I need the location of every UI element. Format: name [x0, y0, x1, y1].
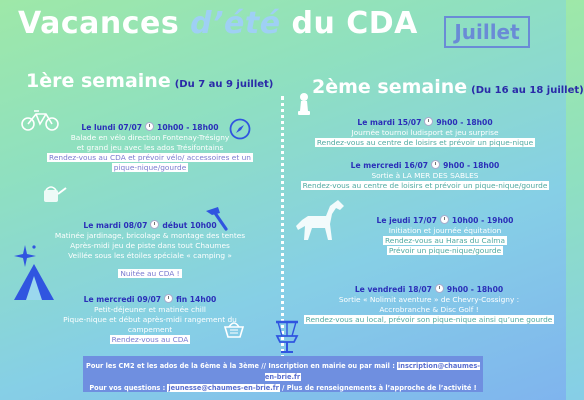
pawn-icon: [296, 92, 312, 116]
clock-icon: [164, 294, 173, 303]
clock-icon: [424, 117, 433, 126]
week1-dates: (Du 7 au 9 juillet): [174, 79, 274, 90]
disc-golf-basket-icon: [272, 318, 302, 354]
title-part1: Vacances: [18, 6, 191, 41]
entry-line: Sortie à LA MER DES SABLES: [371, 171, 479, 180]
entry-day: Le lundi 07/07: [81, 123, 143, 132]
jeunesse-email-link[interactable]: jeunesse@chaumes-en-brie.fr: [168, 384, 279, 392]
entry-time: début 10h00: [162, 221, 217, 230]
footer-line2-text: Pour vos questions :: [89, 384, 166, 392]
entry-time: 10h00 - 18h00: [157, 123, 219, 132]
tent-icon: [12, 262, 56, 302]
inscription-email-link[interactable]: inscription@chaumes-en-brie.fr: [264, 362, 480, 381]
footer-line1-text: Pour les CM2 et les ados de la 6ème à la 3ème // Inscription en mairie ou par mail :: [86, 362, 395, 370]
clock-icon: [440, 215, 449, 224]
entry-highlight: Rendez-vous au CDA: [111, 335, 189, 344]
week1-title: 1ère semaine: [26, 70, 171, 92]
entry-highlight: Rendez-vous au local, prévoir son pique-nique ainsi qu’une gourde: [305, 315, 553, 324]
bicycle-icon: [20, 108, 60, 132]
entry-highlight: pique-nique/gourde: [113, 163, 187, 172]
week1-header: [26, 70, 273, 92]
clock-icon: [145, 122, 154, 131]
picnic-basket-icon: [222, 318, 246, 338]
week2-dates: (Du 16 au 18 juillet): [471, 85, 584, 96]
entry-day: Le jeudi 17/07: [376, 216, 437, 225]
entry-line: Veillée sous les étoiles spéciale « camping »: [68, 251, 232, 260]
entry-line: Pique-nique et début après-midi rangement du campement: [63, 315, 237, 334]
page-title: [18, 6, 418, 41]
footer-banner: [83, 356, 483, 392]
week2-title: 2ème semaine: [312, 76, 468, 98]
week2-entry-tuesday: [300, 117, 550, 148]
week2-entry-friday: [298, 284, 560, 325]
week2-entry-thursday: [355, 215, 535, 256]
entry-highlight: Nuitée au CDA !: [120, 269, 180, 278]
entry-line: Après-midi jeu de piste dans tout Chaumes: [70, 241, 230, 250]
week2-entry-wednesday: [300, 160, 550, 191]
entry-time: fin 14h00: [176, 295, 217, 304]
clock-icon: [431, 160, 440, 169]
compass-icon: [229, 118, 251, 140]
entry-line: Matinée jardinage, bricolage & montage des tentes: [54, 231, 246, 240]
week1-entry-monday: [40, 122, 260, 173]
entry-time: 9h00 - 18h00: [436, 118, 493, 127]
entry-day: Le mardi 08/07: [83, 221, 148, 230]
entry-day: Le vendredi 18/07: [354, 285, 432, 294]
entry-day: Le mardi 15/07: [357, 118, 422, 127]
entry-time: 9h00 - 18h00: [446, 285, 504, 294]
entry-highlight: Rendez-vous au CDA et prévoir vélo/ accessoires et un: [49, 153, 251, 162]
entry-line: Journée tournoi ludisport et jeu surprise: [351, 128, 499, 137]
entry-time: 10h00 - 19h00: [451, 216, 514, 225]
entry-line: Initiation et journée équitation: [388, 226, 502, 235]
week2-header: [312, 76, 584, 98]
entry-line: et grand jeu avec les ados Trésifontains: [76, 143, 224, 152]
clock-icon: [435, 284, 444, 293]
entry-line: Sortie « Nolimit aventure » de Chevry-Cossigny :: [338, 295, 520, 304]
footer-line2-tail: / Plus de renseignements à l’approche de l’activité !: [282, 384, 477, 392]
entry-day: Le mercredi 16/07: [350, 161, 429, 170]
clock-icon: [150, 220, 159, 229]
title-part2: du CDA: [280, 6, 418, 41]
horse-icon: [292, 196, 346, 242]
entry-highlight: Rendez-vous au centre de loisirs et prévoir un pique-nique: [316, 138, 534, 147]
watering-can-icon: [38, 182, 68, 206]
entry-time: 9h00 - 18h00: [443, 161, 500, 170]
entry-highlight: Rendez-vous au centre de loisirs et prévoir un pique-nique/gourde: [302, 181, 548, 190]
entry-highlight: Rendez-vous au Haras du Calma: [384, 236, 505, 245]
entry-day: Le mercredi 09/07: [83, 295, 162, 304]
entry-line: Balade en vélo direction Fontenay-Trésigny: [70, 133, 230, 142]
entry-line: Accrobranche & Disc Golf !: [379, 305, 479, 314]
month-badge: Juillet: [444, 16, 530, 48]
entry-line: Petit-déjeuner et matinée chill: [94, 305, 206, 314]
entry-highlight: Prévoir un pique-nique/gourde: [388, 246, 502, 255]
title-accent: d’été: [190, 6, 281, 41]
hammer-icon: [202, 205, 230, 231]
